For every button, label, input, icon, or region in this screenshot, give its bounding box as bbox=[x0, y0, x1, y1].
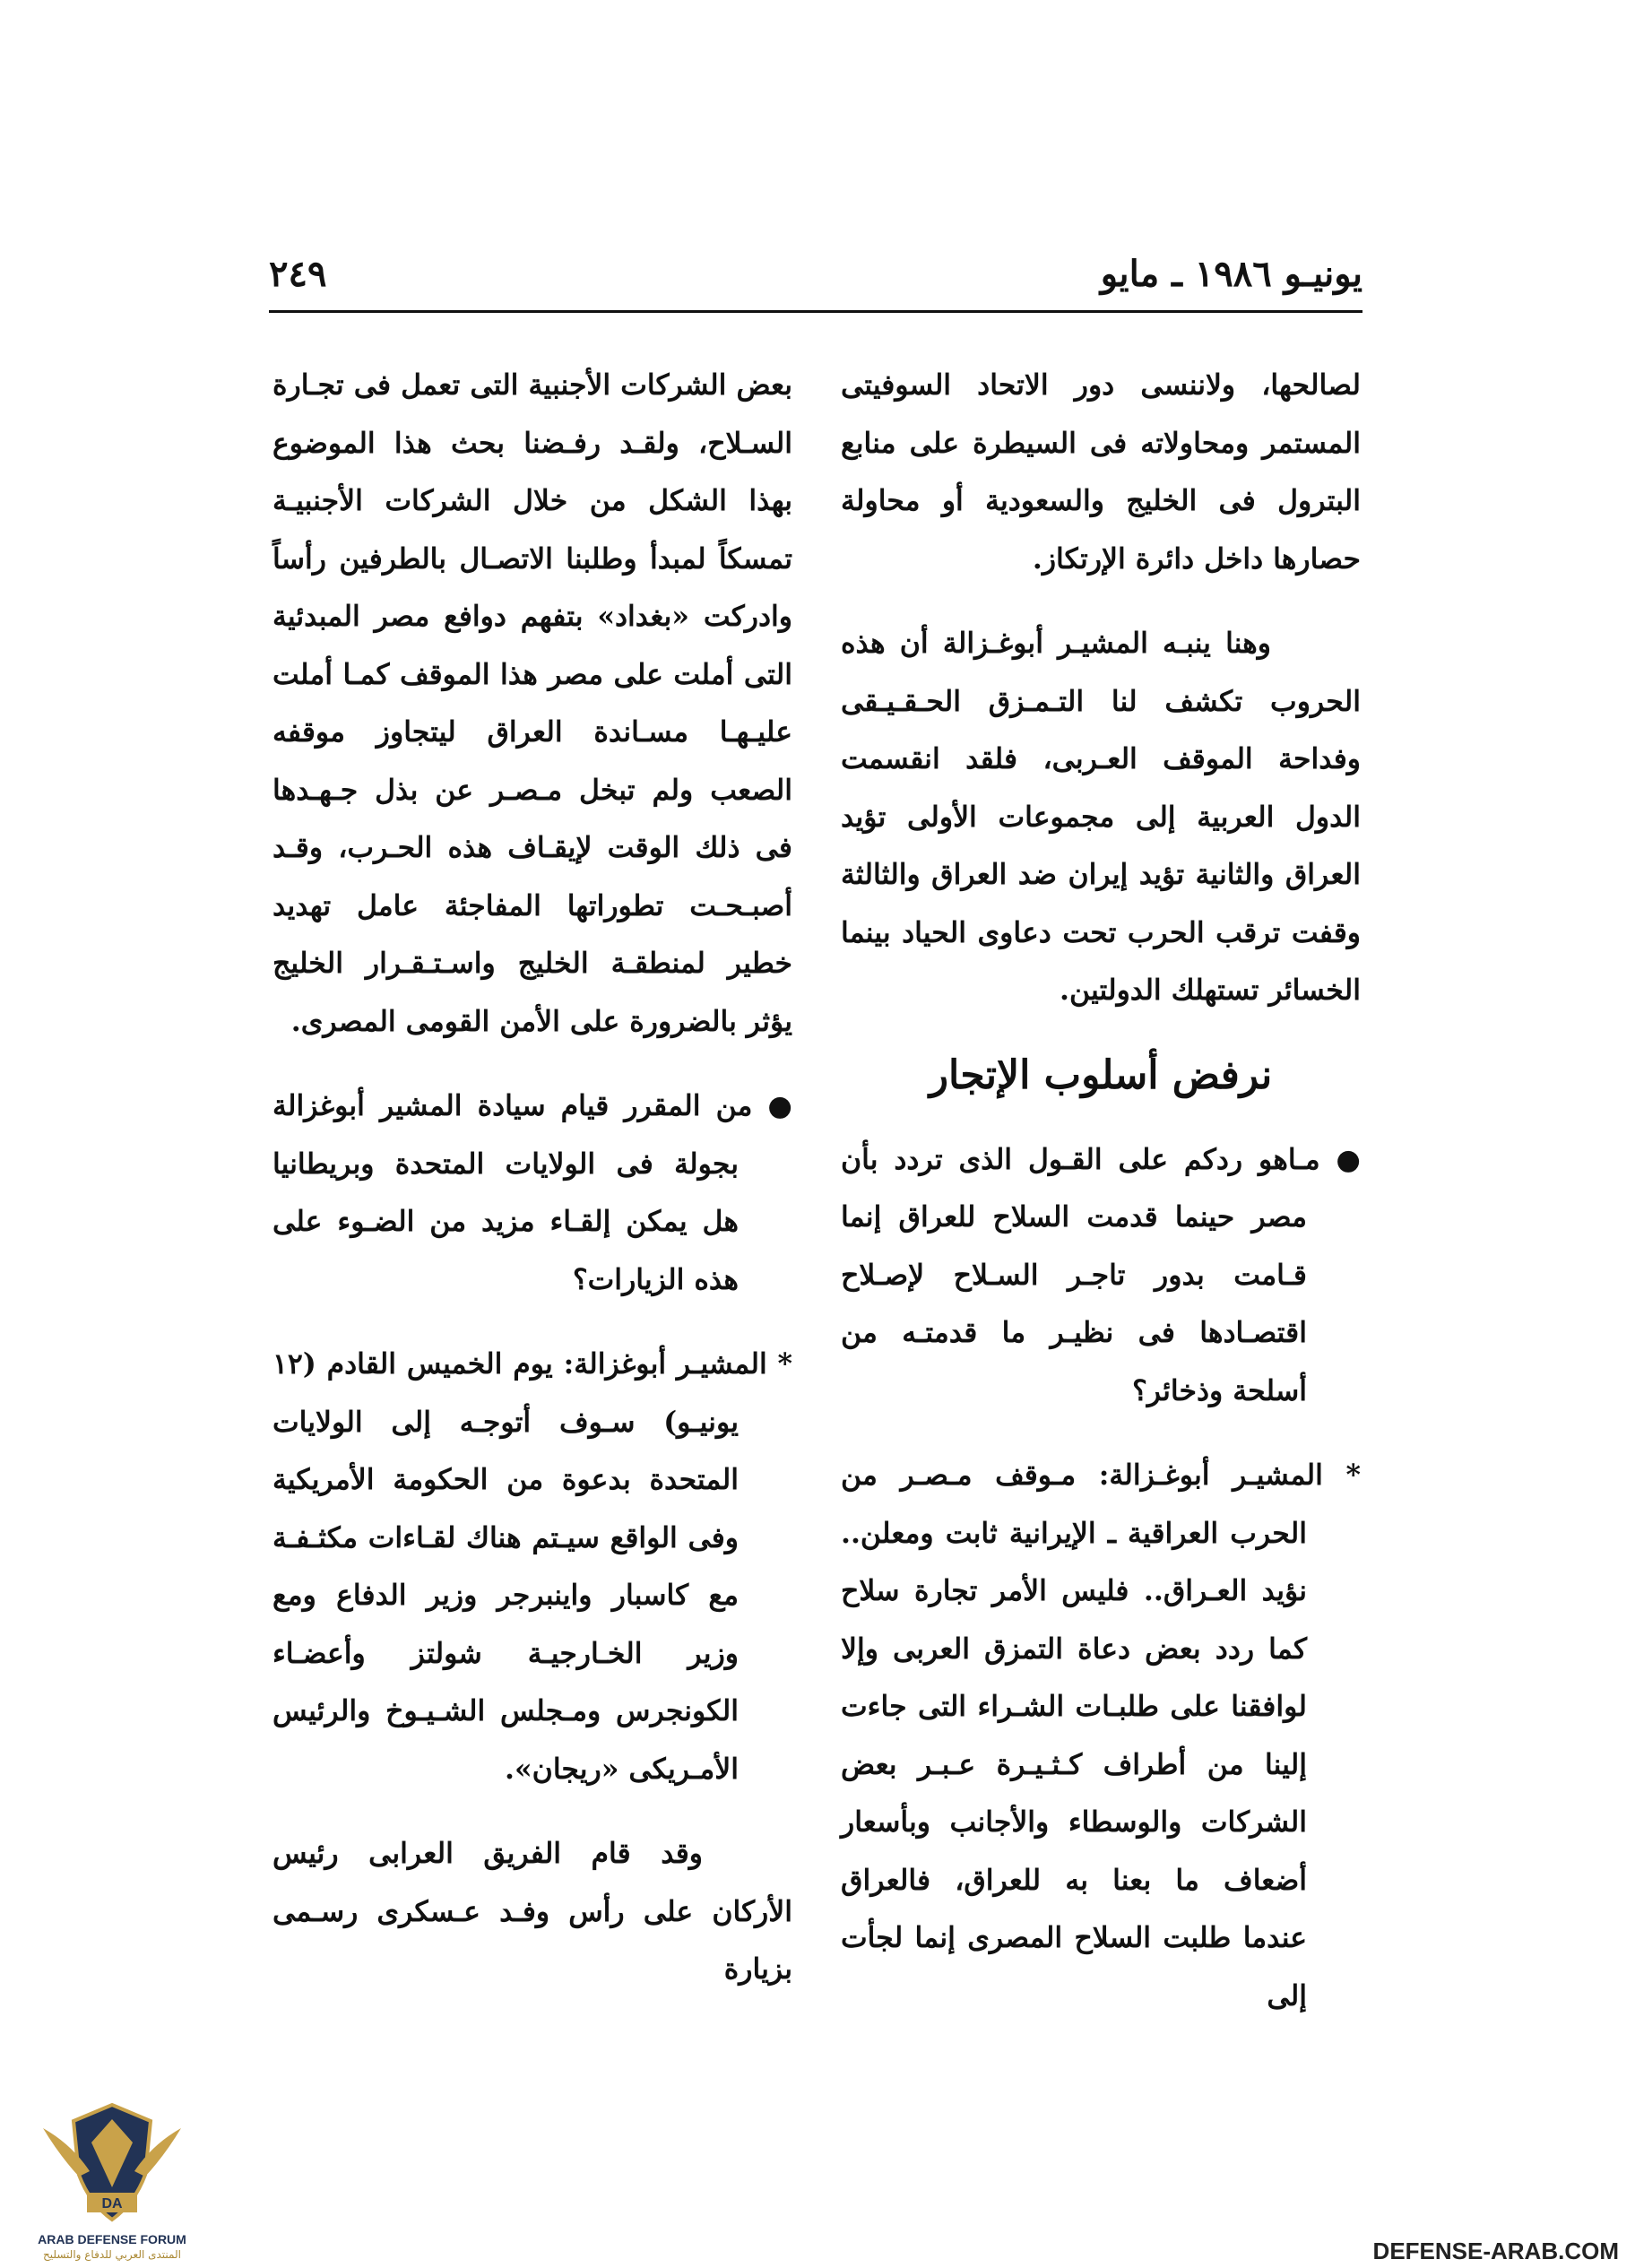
header-rule bbox=[269, 310, 1362, 313]
answer-paragraph: * المشيـر أبوغزالة: يوم الخميس القادم (١٢ يونيـو) سـوف أتوجـه إلى الولايات المتحدة بدعوة من الحكومة الأمريكية وفى الواقع سيـتم هناك لقـاءات مكثـفـة مع كاسبار واينبرجر وزير الدفاع ومع وزير الخـارجيـة شولتز وأعضـاء الكونجرس ومـجلس الشـيـوخ والرئيس الأمـريكى «ريجان». bbox=[272, 1347, 792, 1786]
question-paragraph: ● من المقرر قيام سيادة المشير أبوغزالة بجولة فى الولايات المتحدة وبريطانيا هل يمكن إلقـاء مزيد من الضـوء على هذه الزيارات؟ bbox=[272, 1089, 792, 1296]
answer-paragraph: * المشيـر أبوغـزالة: مـوقف مـصـر من الحرب العراقية ـ الإيرانية ثابت ومعلن.. نؤيد العـراق.. فليس الأمر تجارة سلاح كما ردد بعض دعاة التمزق العربى وإلا لوافقنا على طلبـات الشـراء التى جاءت إلينا من أطراف كـثـيـرة عـبـر بعض الشركات والوسطاء والأجانب وبأسعار أضعاف ما بعنا به للعراق، فالعراق عندما طلبت السلاح المصرى إنما لجأت إلى bbox=[841, 1459, 1361, 2013]
logo-caption-english: ARAB DEFENSE FORUM bbox=[38, 2232, 186, 2246]
paragraph: وهنا ينبـه المشيـر أبوغـزالة أن هذه الحروب تكشف لنا التـمـزق الحـقـيـقى وفداحة الموقف العـربى، فلقد انقسمت الدول العربية إلى مجموعات الأولى تؤيد العراق والثانية تؤيد إيران ضد العراق والثالثة وقفت ترقب الحرب تحت دعاوى الحياد بينما الخسائر تستهلك الدولتين. bbox=[841, 627, 1361, 1007]
running-header bbox=[269, 253, 1362, 307]
left-column bbox=[272, 357, 792, 2026]
right-column bbox=[841, 357, 1361, 2052]
logo-caption-arabic: المنتدى العربي للدفاع والتسليح bbox=[43, 2248, 181, 2261]
watermark-url: DEFENSE-ARAB.COM bbox=[1372, 2238, 1619, 2264]
page-number: ٢٤٩ bbox=[269, 253, 327, 295]
paragraph: لصالحها، ولاننسى دور الاتحاد السوفيتى المستمر ومحاولاته فى السيطرة على منابع البترول فى الخليج والسعودية أو محاولة حصارها داخل دائرة الإرتكاز. bbox=[841, 368, 1361, 576]
paragraph: بعض الشركات الأجنبية التى تعمل فى تجـارة السـلاح، ولقـد رفـضنا بحث هذا الموضوع بهذا الشكل من خلال الشركات الأجنبيـة تمسكاً لمبدأ وطلبنا الاتصـال بالطرفين رأساً وادركت «بغداد» بتفهم دوافع مصر المبدئية التى أملت على مصر هذا الموقف كمـا أملت عليـهـا مسـاندة العراق ليتجاوز موقفه الصعب ولم تبخل مـصـر عن بذل جـهـدها فى ذلك الوقت لإيقـاف هذه الحـرب، وقـد أصبـحـت تطوراتها المفاجئة عامل تهديد خطير لمنطقـة الخليج واسـتـقـرار الخليج يؤثر بالضرورة على الأمن القومى المصرى. bbox=[272, 368, 792, 1038]
section-heading: نرفض أسلوب الإتجار bbox=[929, 1052, 1273, 1098]
question-paragraph: ● مـاهو ردكم على القـول الذى تردد بأن مصر حينما قدمت السلاح للعراق إنما قـامت بدور تاجـر السـلاح لإصـلاح اقتصـادها فى نظيـر ما قدمتـه من أسلحة وذخائر؟ bbox=[841, 1142, 1361, 1407]
paragraph: وقد قام الفريق العرابى رئيس الأركان على رأس وفـد عـسكرى رسـمى بزيارة bbox=[272, 1837, 792, 1986]
header-title: يونيـو ١٩٨٦ ـ مايو bbox=[1100, 253, 1362, 295]
logo-badge: DA bbox=[101, 2196, 123, 2212]
